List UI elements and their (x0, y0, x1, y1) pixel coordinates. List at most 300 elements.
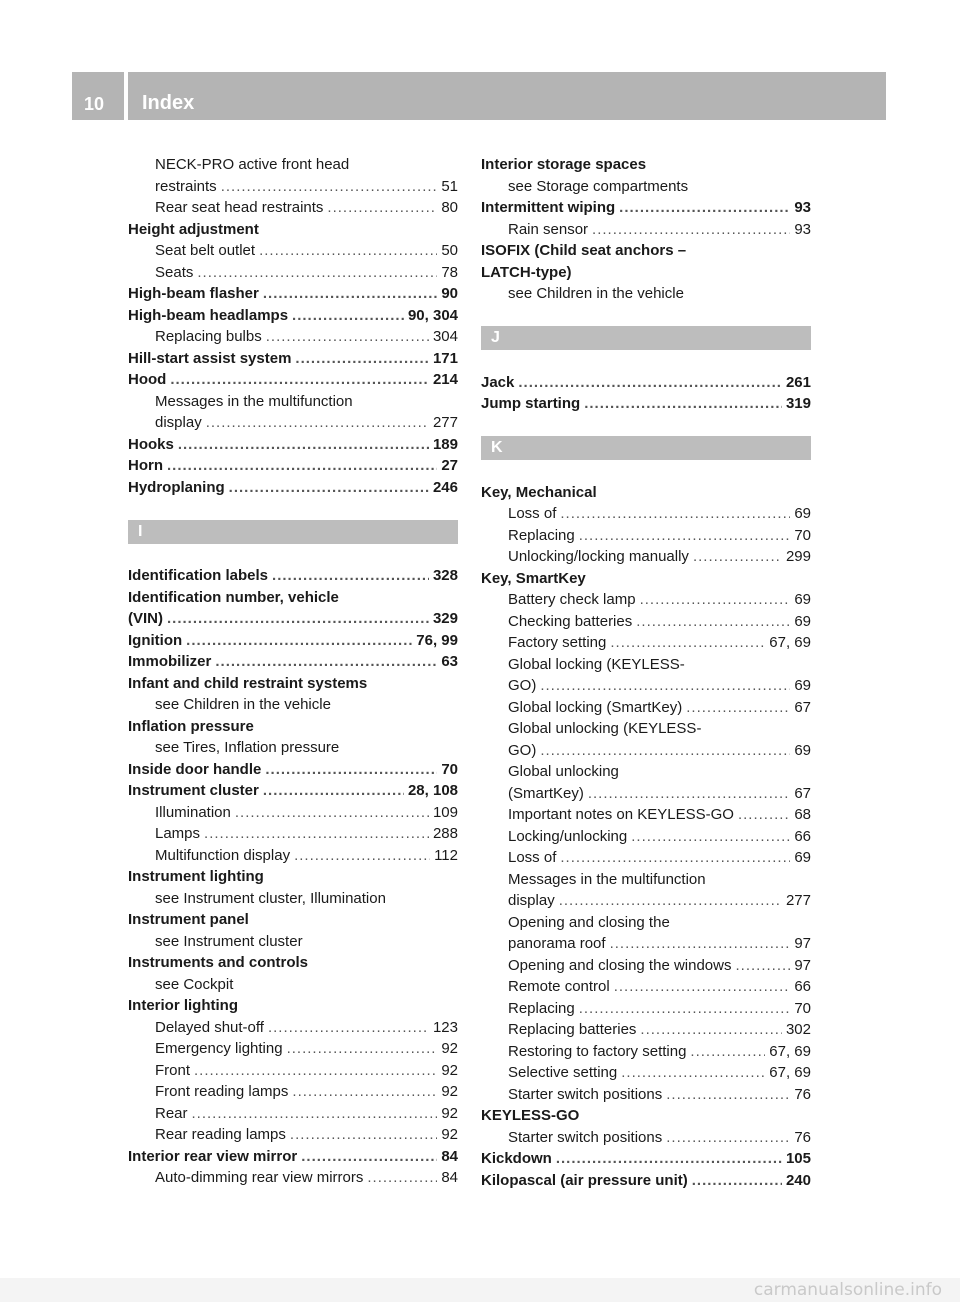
page-reference[interactable]: 67 (794, 784, 811, 802)
dot-leader (579, 998, 791, 1020)
dot-leader (204, 823, 429, 845)
dot-leader (540, 675, 790, 697)
entry-text: Interior lighting (128, 997, 238, 1014)
page-reference[interactable]: 240 (785, 1171, 811, 1189)
entry-text: Factory setting (508, 634, 607, 651)
entry-text: Rain sensor (508, 220, 589, 238)
entry-text: Instrument lighting (128, 868, 264, 885)
page-reference[interactable]: 70 (441, 760, 458, 778)
index-subentry (128, 1124, 458, 1146)
entry-text: Multifunction display (155, 846, 291, 864)
spacer (128, 498, 458, 520)
page-reference[interactable]: 189 (432, 435, 458, 453)
watermark-text: carmanualsonline.info (753, 1280, 942, 1300)
entry-text: Seats (155, 263, 194, 281)
index-entry (128, 780, 458, 802)
entry-text: Jump starting (481, 395, 581, 412)
page-reference[interactable]: 67, 69 (769, 634, 811, 651)
letter-section-bar: J (481, 326, 811, 350)
entry-text: see Instrument cluster, Illumination (155, 889, 386, 907)
dot-leader (170, 369, 429, 391)
dot-leader (686, 697, 790, 719)
index-subentry (481, 890, 811, 912)
index-subentry (481, 826, 811, 848)
entry-text: Identification number, vehicle (128, 588, 339, 606)
spacer (481, 415, 811, 437)
dot-leader (294, 845, 430, 867)
page-reference[interactable]: 261 (785, 373, 811, 391)
page-number: 10 (84, 94, 105, 114)
index-entry (128, 369, 458, 391)
page-reference[interactable]: 171 (432, 349, 458, 367)
dot-leader (540, 740, 790, 762)
page-reference[interactable]: 329 (432, 610, 458, 627)
index-entry (128, 952, 458, 974)
index-entry (481, 154, 811, 176)
dot-leader (197, 262, 437, 284)
page-reference[interactable]: 76 (794, 1085, 811, 1103)
letter-section-bar: I (128, 520, 458, 544)
page-reference[interactable]: 50 (441, 242, 458, 259)
dot-leader (666, 1127, 790, 1149)
page-reference[interactable]: 69 (794, 741, 811, 759)
dot-leader (186, 630, 412, 652)
dot-leader (178, 434, 429, 456)
entry-text: High-beam flasher (128, 285, 259, 302)
dot-leader (266, 326, 429, 348)
dot-leader (735, 955, 790, 977)
dot-leader (584, 393, 782, 415)
page-reference[interactable]: 277 (785, 892, 811, 909)
entry-text: Loss of (508, 505, 557, 522)
dot-leader (206, 412, 429, 434)
dot-leader (263, 283, 437, 305)
entry-text: Front (155, 1061, 191, 1079)
entry-text: restraints (155, 177, 217, 195)
page-reference[interactable]: 84 (441, 1169, 458, 1186)
index-subentry (481, 804, 811, 826)
index-subentry (481, 219, 811, 241)
index-subentry (481, 998, 811, 1020)
index-subentry (128, 1017, 458, 1039)
index-subentry (481, 869, 811, 891)
entry-text: Replacing bulbs (155, 328, 262, 345)
index-entry (128, 716, 458, 738)
page-reference[interactable]: 66 (794, 978, 811, 995)
entry-text: Unlocking/locking manually (508, 548, 689, 565)
dot-leader (592, 219, 790, 241)
dot-leader (614, 976, 791, 998)
entry-text: Emergency lighting (155, 1040, 283, 1057)
dot-leader (560, 847, 790, 869)
index-entry (481, 1148, 811, 1170)
dot-leader (559, 890, 782, 912)
entry-text: Messages in the multifunction (508, 870, 706, 888)
page-reference[interactable]: 68 (794, 806, 811, 823)
entry-text: Hill-start assist system (128, 349, 292, 367)
page-number-box (72, 72, 124, 120)
index-column-left (128, 154, 458, 1189)
page-reference[interactable]: 63 (441, 653, 458, 670)
section-title-box (128, 72, 886, 120)
index-subentry (128, 412, 458, 434)
index-entry (128, 455, 458, 477)
dot-leader (640, 589, 791, 611)
page-reference[interactable]: 70 (794, 526, 811, 544)
index-subentry (481, 697, 811, 719)
index-subentry (481, 955, 811, 977)
dot-leader (167, 608, 429, 630)
page-reference[interactable]: 51 (441, 177, 458, 195)
dot-leader (556, 1148, 782, 1170)
index-subentry (128, 845, 458, 867)
page-reference[interactable]: 70 (794, 999, 811, 1017)
page-reference[interactable]: 67, 69 (769, 1064, 811, 1081)
entry-text: Ignition (128, 631, 183, 649)
index-subentry (128, 391, 458, 413)
index-entry (481, 1105, 811, 1127)
entry-text: Seat belt outlet (155, 242, 256, 259)
entry-text: Restoring to factory setting (508, 1042, 687, 1060)
entry-text: Locking/unlocking (508, 827, 628, 845)
entry-text: Delayed shut-off (155, 1018, 264, 1036)
entry-text: Inside door handle (128, 760, 262, 778)
index-subentry (481, 1019, 811, 1041)
entry-text: Opening and closing the windows (508, 956, 732, 974)
entry-text: Kilopascal (air pressure unit) (481, 1171, 688, 1189)
dot-leader (621, 1062, 765, 1084)
entry-text: Height adjustment (128, 220, 259, 238)
index-entry (128, 1146, 458, 1168)
entry-text: see Children in the vehicle (155, 696, 331, 713)
index-entry (128, 608, 458, 630)
page-reference[interactable]: 69 (794, 677, 811, 694)
index-subentry (481, 740, 811, 762)
entry-text: Intermittent wiping (481, 199, 616, 216)
entry-text: (SmartKey) (508, 784, 584, 802)
page-reference[interactable]: 299 (785, 548, 811, 565)
page-reference[interactable]: 92 (441, 1040, 458, 1057)
page-reference[interactable]: 90, 304 (407, 306, 458, 324)
page-reference[interactable]: 319 (785, 395, 811, 412)
dot-leader (263, 780, 404, 802)
index-entry (481, 393, 811, 415)
entry-text: Global locking (SmartKey) (508, 698, 683, 716)
page-reference[interactable]: 76 (794, 1128, 811, 1146)
dot-leader (588, 783, 790, 805)
page-reference[interactable]: 27 (441, 457, 458, 474)
index-entry (128, 477, 458, 499)
entry-text: Messages in the multifunction (155, 392, 353, 410)
entry-text: see Cockpit (155, 975, 234, 993)
dot-leader (192, 1103, 438, 1125)
page-reference[interactable]: 302 (785, 1021, 811, 1038)
dot-leader (610, 933, 791, 955)
index-subentry (481, 718, 811, 740)
index-subentry (481, 675, 811, 697)
index-subentry (128, 823, 458, 845)
index-subentry (481, 783, 811, 805)
index-entry (128, 305, 458, 327)
entry-text: LATCH-type) (481, 263, 572, 281)
page-header (72, 72, 886, 120)
entry-text: KEYLESS-GO (481, 1107, 580, 1124)
page-reference[interactable]: 92 (441, 1126, 458, 1143)
page-reference[interactable]: 93 (794, 199, 811, 216)
entry-text: Key, Mechanical (481, 483, 597, 501)
page-reference[interactable]: 76, 99 (416, 631, 458, 649)
index-subentry (481, 933, 811, 955)
page-reference[interactable]: 123 (432, 1018, 458, 1036)
page-reference[interactable]: 92 (441, 1104, 458, 1122)
entry-text: Kickdown (481, 1150, 552, 1167)
dot-leader (268, 1017, 429, 1039)
index-entry (481, 197, 811, 219)
entry-text: Global unlocking (KEYLESS- (508, 720, 702, 737)
page-reference[interactable]: 84 (441, 1147, 458, 1165)
page-reference[interactable]: 304 (432, 328, 458, 345)
entry-text: see Tires, Inflation pressure (155, 739, 340, 756)
index-entry (128, 630, 458, 652)
entry-text: Global locking (KEYLESS- (508, 655, 685, 673)
index-subentry (481, 654, 811, 676)
page-reference[interactable]: 69 (794, 505, 811, 522)
entry-text: GO) (508, 677, 537, 694)
dot-leader (579, 525, 791, 547)
page-reference[interactable]: 69 (794, 612, 811, 630)
page-reference[interactable]: 214 (432, 371, 458, 388)
entry-text: Global unlocking (508, 763, 619, 780)
entry-text: Hydroplaning (128, 478, 225, 496)
index-subentry (481, 1127, 811, 1149)
page-reference[interactable]: 78 (441, 263, 458, 281)
index-entry (481, 262, 811, 284)
dot-leader (194, 1060, 437, 1082)
index-subentry (481, 176, 811, 198)
page-reference[interactable]: 67, 69 (769, 1042, 811, 1060)
entry-text: Replacing (508, 526, 575, 544)
page-reference[interactable]: 105 (785, 1150, 811, 1167)
page-reference[interactable]: 328 (432, 567, 458, 584)
index-entry (128, 348, 458, 370)
entry-text: Inflation pressure (128, 717, 254, 735)
entry-text: see Children in the vehicle (508, 285, 684, 302)
entry-text: see Instrument cluster (155, 932, 303, 950)
dot-leader (292, 1081, 437, 1103)
entry-text: Identification labels (128, 567, 269, 584)
index-subentry (481, 761, 811, 783)
dot-leader (215, 651, 437, 673)
page-reference[interactable]: 92 (441, 1083, 458, 1100)
index-subentry (481, 503, 811, 525)
page-reference[interactable]: 69 (794, 591, 811, 608)
page-reference[interactable]: 67 (794, 698, 811, 716)
index-subentry (128, 197, 458, 219)
index-subentry (481, 976, 811, 998)
letter-section-bar: K (481, 436, 811, 460)
page-reference[interactable]: 69 (794, 849, 811, 866)
entry-text: NECK-PRO active front head (155, 156, 350, 173)
dot-leader (692, 1170, 782, 1192)
index-subentry (481, 283, 811, 305)
page-reference[interactable]: 109 (432, 803, 458, 821)
index-subentry (128, 262, 458, 284)
index-entry (128, 866, 458, 888)
dot-leader (640, 1019, 782, 1041)
index-column-right (481, 154, 811, 1191)
entry-text: Rear reading lamps (155, 1126, 286, 1143)
entry-text: Horn (128, 457, 163, 474)
entry-text: Hood (128, 371, 167, 388)
index-entry (481, 240, 811, 262)
entry-text: Instrument cluster (128, 782, 259, 799)
dot-leader (167, 455, 437, 477)
index-subentry (128, 1060, 458, 1082)
dot-leader (666, 1084, 790, 1106)
index-subentry (128, 326, 458, 348)
entry-text: see Storage compartments (508, 177, 689, 195)
index-subentry (481, 525, 811, 547)
entry-text: Hooks (128, 435, 174, 453)
dot-leader (619, 197, 790, 219)
entry-text: Replacing (508, 999, 575, 1017)
entry-text: Loss of (508, 849, 557, 866)
index-subentry (128, 974, 458, 996)
page-reference[interactable]: 246 (432, 478, 458, 496)
entry-text: Interior rear view mirror (128, 1147, 298, 1165)
index-entry (481, 372, 811, 394)
index-subentry (128, 1038, 458, 1060)
entry-text: Rear (155, 1104, 188, 1122)
entry-text: Opening and closing the (508, 913, 670, 931)
index-entry (481, 1170, 811, 1192)
spacer (128, 544, 458, 566)
page-reference[interactable]: 97 (794, 956, 811, 974)
index-subentry (481, 1062, 811, 1084)
dot-leader (301, 1146, 437, 1168)
index-subentry (481, 589, 811, 611)
page-reference[interactable]: 93 (794, 220, 811, 238)
entry-text: Auto-dimming rear view mirrors (155, 1169, 364, 1186)
entry-text: (VIN) (128, 610, 163, 627)
index-entry (481, 568, 811, 590)
entry-text: Illumination (155, 803, 231, 821)
index-subentry (128, 888, 458, 910)
index-entry (128, 283, 458, 305)
entry-text: display (508, 892, 555, 909)
entry-text: Checking batteries (508, 612, 633, 630)
index-entry (128, 909, 458, 931)
index-entry (128, 219, 458, 241)
dot-leader (221, 176, 438, 198)
dot-leader (560, 503, 790, 525)
index-entry (128, 434, 458, 456)
index-subentry (481, 912, 811, 934)
index-entry (128, 651, 458, 673)
footer-watermark-bar (0, 1278, 960, 1302)
entry-text: Instrument panel (128, 911, 249, 928)
dot-leader (610, 632, 765, 654)
dot-leader (518, 372, 782, 394)
dot-leader (265, 759, 437, 781)
dot-leader (259, 240, 437, 262)
dot-leader (295, 348, 429, 370)
dot-leader (693, 546, 782, 568)
index-subentry (481, 1084, 811, 1106)
entry-text: Rear seat head restraints (155, 199, 324, 216)
entry-text: Immobilizer (128, 653, 212, 670)
index-entry (128, 587, 458, 609)
spacer (481, 350, 811, 372)
page-reference[interactable]: 277 (432, 414, 458, 431)
index-entry (128, 995, 458, 1017)
index-subentry (128, 240, 458, 262)
index-subentry (128, 737, 458, 759)
page-reference[interactable]: 80 (441, 199, 458, 216)
spacer (481, 305, 811, 327)
index-entry (481, 482, 811, 504)
entry-text: ISOFIX (Child seat anchors – (481, 242, 687, 259)
dot-leader (327, 197, 437, 219)
index-entry (128, 565, 458, 587)
dot-leader (287, 1038, 438, 1060)
dot-leader (235, 802, 429, 824)
entry-text: Battery check lamp (508, 591, 636, 608)
entry-text: display (155, 414, 202, 431)
entry-text: Interior storage spaces (481, 156, 647, 173)
entry-text: GO) (508, 741, 537, 759)
index-subentry (128, 176, 458, 198)
index-entry (128, 759, 458, 781)
dot-leader (738, 804, 790, 826)
entry-text: Lamps (155, 825, 201, 842)
entry-text: Front reading lamps (155, 1083, 289, 1100)
spacer (481, 460, 811, 482)
entry-text: High-beam headlamps (128, 306, 289, 324)
dot-leader (367, 1167, 437, 1189)
section-title: Index (142, 92, 195, 114)
index-subentry (481, 546, 811, 568)
index-subentry (128, 694, 458, 716)
index-subentry (128, 802, 458, 824)
index-entry (128, 673, 458, 695)
entry-text: Important notes on KEYLESS-GO (508, 806, 734, 823)
dot-leader (290, 1124, 437, 1146)
page-reference[interactable]: 90 (441, 285, 458, 302)
page-reference[interactable]: 288 (432, 825, 458, 842)
page-reference[interactable]: 66 (794, 827, 811, 845)
index-subentry (481, 632, 811, 654)
entry-text: Starter switch positions (508, 1085, 663, 1103)
page-reference[interactable]: 92 (441, 1061, 458, 1079)
entry-text: Infant and child restraint systems (128, 674, 368, 692)
index-subentry (128, 1081, 458, 1103)
dot-leader (229, 477, 429, 499)
dot-leader (690, 1041, 765, 1063)
entry-text: Remote control (508, 978, 610, 995)
entry-text: Starter switch positions (508, 1128, 663, 1146)
page-reference[interactable]: 112 (434, 846, 458, 864)
index-subentry (481, 611, 811, 633)
index-subentry (128, 1103, 458, 1125)
dot-leader (272, 565, 429, 587)
index-subentry (481, 1041, 811, 1063)
page-reference[interactable]: 97 (794, 935, 811, 952)
entry-text: Selective setting (508, 1064, 618, 1081)
entry-text: Key, SmartKey (481, 569, 586, 587)
page-reference[interactable]: 28, 108 (407, 782, 458, 799)
entry-text: Jack (481, 373, 515, 391)
